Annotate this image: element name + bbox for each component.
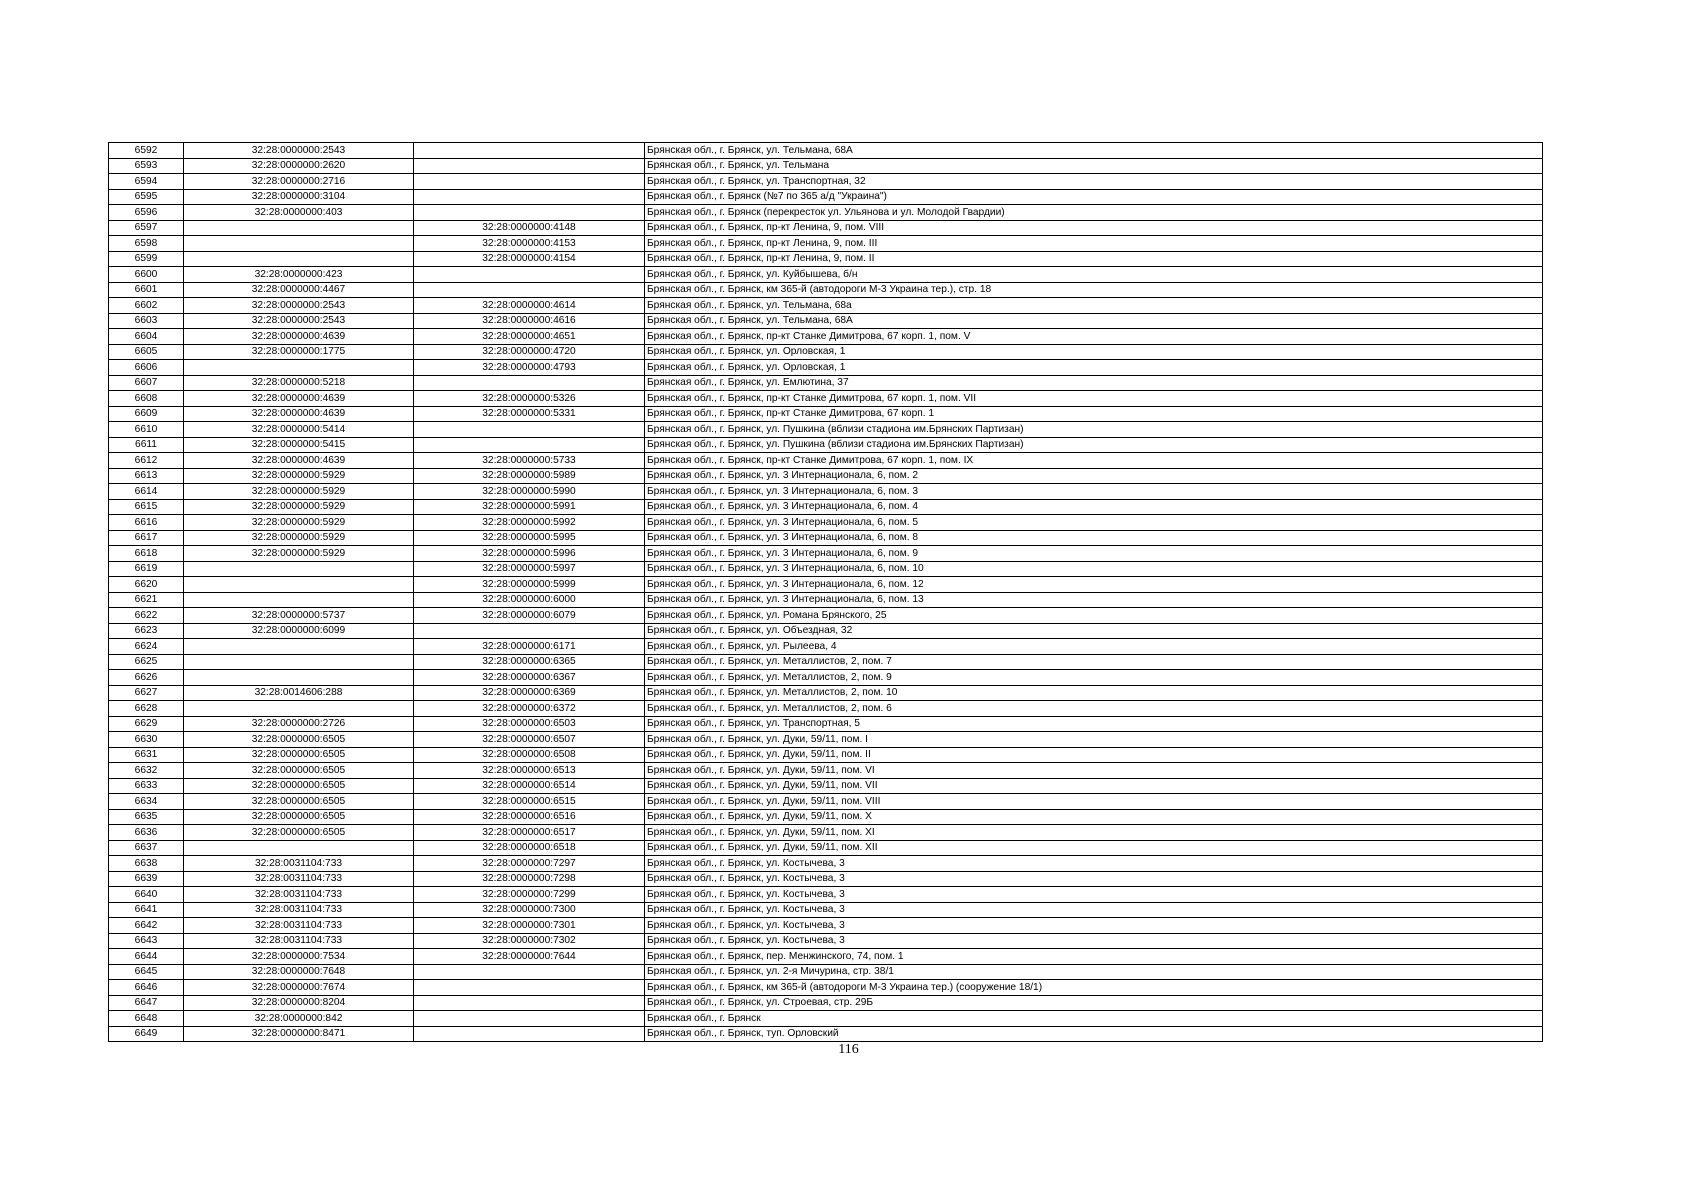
address-cell: Брянская обл., г. Брянск, пр-кт Станке Димитрова, 67 корп. 1: [645, 406, 1543, 422]
address-cell: Брянская обл., г. Брянск, ул. Костычева, 3: [645, 871, 1543, 887]
table-row: [109, 174, 1543, 190]
cadastral-number-cell: 32:28:0031104:733: [184, 856, 414, 872]
address-cell: Брянская обл., г. Брянск, пр-кт Станке Димитрова, 67 корп. 1, пом. V: [645, 329, 1543, 345]
table-row: [109, 205, 1543, 221]
registry-table-body: [109, 143, 1543, 1042]
premises-cadastral-number-cell: [414, 375, 645, 391]
table-row: [109, 577, 1543, 593]
row-number-cell: 6611: [109, 437, 184, 453]
address-cell: Брянская обл., г. Брянск, ул. 3 Интернационала, 6, пом. 12: [645, 577, 1543, 593]
row-number-cell: 6599: [109, 251, 184, 267]
address-cell: Брянская обл., г. Брянск (перекресток ул. Ульянова и ул. Молодой Гвардии): [645, 205, 1543, 221]
table-row: [109, 654, 1543, 670]
row-number-cell: 6630: [109, 732, 184, 748]
table-row: [109, 623, 1543, 639]
table-row: [109, 732, 1543, 748]
cadastral-number-cell: 32:28:0000000:8204: [184, 995, 414, 1011]
premises-cadastral-number-cell: 32:28:0000000:5992: [414, 515, 645, 531]
row-number-cell: 6595: [109, 189, 184, 205]
premises-cadastral-number-cell: [414, 437, 645, 453]
address-cell: Брянская обл., г. Брянск, ул. Дуки, 59/11, пом. XI: [645, 825, 1543, 841]
address-cell: Брянская обл., г. Брянск, ул. Металлистов, 2, пом. 9: [645, 670, 1543, 686]
table-row: [109, 313, 1543, 329]
table-row: [109, 515, 1543, 531]
table-row: [109, 453, 1543, 469]
address-cell: Брянская обл., г. Брянск, ул. Дуки, 59/11, пом. VIII: [645, 794, 1543, 810]
address-cell: Брянская обл., г. Брянск, ул. Костычева, 3: [645, 856, 1543, 872]
address-cell: Брянская обл., г. Брянск, ул. Дуки, 59/11, пом. VI: [645, 763, 1543, 779]
cadastral-number-cell: 32:28:0000000:2726: [184, 716, 414, 732]
cadastral-number-cell: 32:28:0000000:6099: [184, 623, 414, 639]
address-cell: Брянская обл., г. Брянск, ул. Металлистов, 2, пом. 6: [645, 701, 1543, 717]
cadastral-number-cell: 32:28:0000000:6505: [184, 747, 414, 763]
table-row: [109, 267, 1543, 283]
address-cell: Брянская обл., г. Брянск, ул. 2-я Мичурина, стр. 38/1: [645, 964, 1543, 980]
address-cell: Брянская обл., г. Брянск, ул. 3 Интернационала, 6, пом. 13: [645, 592, 1543, 608]
cadastral-number-cell: 32:28:0000000:2620: [184, 158, 414, 174]
premises-cadastral-number-cell: [414, 158, 645, 174]
table-row: [109, 437, 1543, 453]
row-number-cell: 6607: [109, 375, 184, 391]
row-number-cell: 6601: [109, 282, 184, 298]
premises-cadastral-number-cell: [414, 1026, 645, 1042]
cadastral-number-cell: 32:28:0000000:5929: [184, 484, 414, 500]
row-number-cell: 6644: [109, 949, 184, 965]
premises-cadastral-number-cell: 32:28:0000000:6517: [414, 825, 645, 841]
row-number-cell: 6640: [109, 887, 184, 903]
cadastral-number-cell: [184, 592, 414, 608]
premises-cadastral-number-cell: 32:28:0000000:7300: [414, 902, 645, 918]
address-cell: Брянская обл., г. Брянск, пр-кт Ленина, 9, пом. VIII: [645, 220, 1543, 236]
row-number-cell: 6625: [109, 654, 184, 670]
row-number-cell: 6608: [109, 391, 184, 407]
row-number-cell: 6648: [109, 1011, 184, 1027]
row-number-cell: 6594: [109, 174, 184, 190]
cadastral-number-cell: 32:28:0000000:2543: [184, 143, 414, 159]
cadastral-number-cell: 32:28:0000000:423: [184, 267, 414, 283]
table-row: [109, 592, 1543, 608]
table-row: [109, 980, 1543, 996]
table-row: [109, 158, 1543, 174]
row-number-cell: 6620: [109, 577, 184, 593]
table-row: [109, 375, 1543, 391]
table-row: [109, 220, 1543, 236]
table-row: [109, 825, 1543, 841]
premises-cadastral-number-cell: [414, 143, 645, 159]
cadastral-number-cell: 32:28:0000000:4467: [184, 282, 414, 298]
table-row: [109, 949, 1543, 965]
row-number-cell: 6605: [109, 344, 184, 360]
address-cell: Брянская обл., г. Брянск, ул. Тельмана: [645, 158, 1543, 174]
row-number-cell: 6633: [109, 778, 184, 794]
table-row: [109, 809, 1543, 825]
premises-cadastral-number-cell: 32:28:0000000:7297: [414, 856, 645, 872]
table-row: [109, 344, 1543, 360]
row-number-cell: 6624: [109, 639, 184, 655]
row-number-cell: 6600: [109, 267, 184, 283]
row-number-cell: 6649: [109, 1026, 184, 1042]
premises-cadastral-number-cell: 32:28:0000000:6518: [414, 840, 645, 856]
row-number-cell: 6604: [109, 329, 184, 345]
address-cell: Брянская обл., г. Брянск, ул. Дуки, 59/11, пом. X: [645, 809, 1543, 825]
premises-cadastral-number-cell: 32:28:0000000:6508: [414, 747, 645, 763]
address-cell: Брянская обл., г. Брянск, туп. Орловский: [645, 1026, 1543, 1042]
cadastral-number-cell: 32:28:0000000:5929: [184, 515, 414, 531]
premises-cadastral-number-cell: [414, 980, 645, 996]
cadastral-number-cell: 32:28:0000000:1775: [184, 344, 414, 360]
address-cell: Брянская обл., г. Брянск, пр-кт Станке Димитрова, 67 корп. 1, пом. VII: [645, 391, 1543, 407]
address-cell: Брянская обл., г. Брянск, ул. 3 Интернационала, 6, пом. 4: [645, 499, 1543, 515]
premises-cadastral-number-cell: 32:28:0000000:5995: [414, 530, 645, 546]
table-row: [109, 670, 1543, 686]
table-row: [109, 639, 1543, 655]
premises-cadastral-number-cell: 32:28:0000000:5331: [414, 406, 645, 422]
premises-cadastral-number-cell: 32:28:0000000:6516: [414, 809, 645, 825]
address-cell: Брянская обл., г. Брянск, ул. Романа Брянского, 25: [645, 608, 1543, 624]
row-number-cell: 6638: [109, 856, 184, 872]
row-number-cell: 6610: [109, 422, 184, 438]
row-number-cell: 6636: [109, 825, 184, 841]
row-number-cell: 6643: [109, 933, 184, 949]
cadastral-number-cell: 32:28:0000000:5415: [184, 437, 414, 453]
address-cell: Брянская обл., г. Брянск, пр-кт Ленина, 9, пом. III: [645, 236, 1543, 252]
table-row: [109, 701, 1543, 717]
row-number-cell: 6592: [109, 143, 184, 159]
premises-cadastral-number-cell: 32:28:0000000:6503: [414, 716, 645, 732]
premises-cadastral-number-cell: 32:28:0000000:6369: [414, 685, 645, 701]
cadastral-number-cell: 32:28:0000000:7674: [184, 980, 414, 996]
table-row: [109, 856, 1543, 872]
row-number-cell: 6641: [109, 902, 184, 918]
table-row: [109, 251, 1543, 267]
premises-cadastral-number-cell: 32:28:0000000:6365: [414, 654, 645, 670]
address-cell: Брянская обл., г. Брянск, ул. 3 Интернационала, 6, пом. 9: [645, 546, 1543, 562]
table-row: [109, 964, 1543, 980]
premises-cadastral-number-cell: 32:28:0000000:6513: [414, 763, 645, 779]
table-row: [109, 794, 1543, 810]
row-number-cell: 6617: [109, 530, 184, 546]
address-cell: Брянская обл., г. Брянск, ул. Куйбышева, б/н: [645, 267, 1543, 283]
premises-cadastral-number-cell: 32:28:0000000:4720: [414, 344, 645, 360]
address-cell: Брянская обл., г. Брянск, ул. Пушкина (вблизи стадиона им.Брянских Партизан): [645, 437, 1543, 453]
cadastral-number-cell: 32:28:0000000:2716: [184, 174, 414, 190]
address-cell: Брянская обл., г. Брянск, ул. Транспортная, 32: [645, 174, 1543, 190]
row-number-cell: 6621: [109, 592, 184, 608]
table-row: [109, 236, 1543, 252]
premises-cadastral-number-cell: 32:28:0000000:6000: [414, 592, 645, 608]
address-cell: Брянская обл., г. Брянск, ул. Дуки, 59/11, пом. XII: [645, 840, 1543, 856]
address-cell: Брянская обл., г. Брянск, ул. Тельмана, 68А: [645, 143, 1543, 159]
address-cell: Брянская обл., г. Брянск, ул. Костычева, 3: [645, 902, 1543, 918]
row-number-cell: 6615: [109, 499, 184, 515]
table-row: [109, 189, 1543, 205]
address-cell: Брянская обл., г. Брянск, ул. Костычева, 3: [645, 918, 1543, 934]
premises-cadastral-number-cell: [414, 1011, 645, 1027]
cadastral-number-cell: 32:28:0000000:5218: [184, 375, 414, 391]
premises-cadastral-number-cell: 32:28:0000000:5733: [414, 453, 645, 469]
premises-cadastral-number-cell: 32:28:0000000:4651: [414, 329, 645, 345]
cadastral-number-cell: 32:28:0000000:4639: [184, 406, 414, 422]
row-number-cell: 6637: [109, 840, 184, 856]
row-number-cell: 6618: [109, 546, 184, 562]
cadastral-number-cell: 32:28:0000000:8471: [184, 1026, 414, 1042]
cadastral-number-cell: 32:28:0000000:3104: [184, 189, 414, 205]
cadastral-number-cell: 32:28:0000000:5929: [184, 499, 414, 515]
row-number-cell: 6593: [109, 158, 184, 174]
cadastral-number-cell: 32:28:0031104:733: [184, 918, 414, 934]
cadastral-number-cell: 32:28:0000000:6505: [184, 763, 414, 779]
cadastral-number-cell: 32:28:0000000:4639: [184, 391, 414, 407]
table-row: [109, 918, 1543, 934]
address-cell: Брянская обл., г. Брянск, ул. Строевая, стр. 29Б: [645, 995, 1543, 1011]
cadastral-number-cell: 32:28:0000000:2543: [184, 298, 414, 314]
table-row: [109, 747, 1543, 763]
cadastral-number-cell: [184, 220, 414, 236]
table-row: [109, 298, 1543, 314]
premises-cadastral-number-cell: [414, 174, 645, 190]
cadastral-number-cell: 32:28:0000000:2543: [184, 313, 414, 329]
row-number-cell: 6598: [109, 236, 184, 252]
cadastral-number-cell: 32:28:0000000:403: [184, 205, 414, 221]
address-cell: Брянская обл., г. Брянск, ул. 3 Интернационала, 6, пом. 10: [645, 561, 1543, 577]
address-cell: Брянская обл., г. Брянск, ул. Костычева, 3: [645, 933, 1543, 949]
page-number: 116: [838, 1042, 859, 1057]
cadastral-number-cell: 32:28:0000000:6505: [184, 732, 414, 748]
premises-cadastral-number-cell: [414, 205, 645, 221]
table-row: [109, 871, 1543, 887]
row-number-cell: 6596: [109, 205, 184, 221]
address-cell: Брянская обл., г. Брянск, пер. Менжинского, 74, пом. 1: [645, 949, 1543, 965]
row-number-cell: 6627: [109, 685, 184, 701]
premises-cadastral-number-cell: 32:28:0000000:5990: [414, 484, 645, 500]
address-cell: Брянская обл., г. Брянск, ул. 3 Интернационала, 6, пом. 8: [645, 530, 1543, 546]
premises-cadastral-number-cell: 32:28:0000000:5326: [414, 391, 645, 407]
table-row: [109, 763, 1543, 779]
table-row: [109, 360, 1543, 376]
premises-cadastral-number-cell: 32:28:0000000:4614: [414, 298, 645, 314]
registry-table: [108, 142, 1543, 1042]
table-row: [109, 391, 1543, 407]
table-row: [109, 995, 1543, 1011]
address-cell: Брянская обл., г. Брянск, пр-кт Станке Димитрова, 67 корп. 1, пом. IX: [645, 453, 1543, 469]
row-number-cell: 6602: [109, 298, 184, 314]
address-cell: Брянская обл., г. Брянск, ул. Металлистов, 2, пом. 7: [645, 654, 1543, 670]
table-row: [109, 499, 1543, 515]
cadastral-number-cell: 32:28:0000000:6505: [184, 794, 414, 810]
premises-cadastral-number-cell: 32:28:0000000:7298: [414, 871, 645, 887]
table-row: [109, 143, 1543, 159]
row-number-cell: 6645: [109, 964, 184, 980]
row-number-cell: 6616: [109, 515, 184, 531]
table-row: [109, 887, 1543, 903]
premises-cadastral-number-cell: 32:28:0000000:5989: [414, 468, 645, 484]
cadastral-number-cell: 32:28:0000000:4639: [184, 453, 414, 469]
table-row: [109, 546, 1543, 562]
premises-cadastral-number-cell: 32:28:0000000:7299: [414, 887, 645, 903]
row-number-cell: 6613: [109, 468, 184, 484]
cadastral-number-cell: 32:28:0000000:6505: [184, 809, 414, 825]
cadastral-number-cell: 32:28:0000000:5929: [184, 468, 414, 484]
table-row: [109, 422, 1543, 438]
premises-cadastral-number-cell: 32:28:0000000:6171: [414, 639, 645, 655]
table-row: [109, 608, 1543, 624]
table-row: [109, 329, 1543, 345]
cadastral-number-cell: 32:28:0000000:6505: [184, 778, 414, 794]
address-cell: Брянская обл., г. Брянск, ул. Костычева, 3: [645, 887, 1543, 903]
address-cell: Брянская обл., г. Брянск, ул. Дуки, 59/11, пом. II: [645, 747, 1543, 763]
table-row: [109, 840, 1543, 856]
address-cell: Брянская обл., г. Брянск, ул. Дуки, 59/11, пом. I: [645, 732, 1543, 748]
row-number-cell: 6634: [109, 794, 184, 810]
premises-cadastral-number-cell: [414, 995, 645, 1011]
row-number-cell: 6635: [109, 809, 184, 825]
cadastral-number-cell: 32:28:0000000:5414: [184, 422, 414, 438]
address-cell: Брянская обл., г. Брянск, ул. Орловская, 1: [645, 360, 1543, 376]
premises-cadastral-number-cell: 32:28:0000000:6507: [414, 732, 645, 748]
cadastral-number-cell: [184, 639, 414, 655]
premises-cadastral-number-cell: 32:28:0000000:5996: [414, 546, 645, 562]
cadastral-number-cell: [184, 840, 414, 856]
table-row: [109, 902, 1543, 918]
row-number-cell: 6609: [109, 406, 184, 422]
cadastral-number-cell: 32:28:0000000:6505: [184, 825, 414, 841]
table-row: [109, 468, 1543, 484]
table-row: [109, 282, 1543, 298]
premises-cadastral-number-cell: 32:28:0000000:6079: [414, 608, 645, 624]
address-cell: Брянская обл., г. Брянск, ул. 3 Интернационала, 6, пом. 3: [645, 484, 1543, 500]
premises-cadastral-number-cell: 32:28:0000000:4153: [414, 236, 645, 252]
cadastral-number-cell: [184, 577, 414, 593]
row-number-cell: 6597: [109, 220, 184, 236]
premises-cadastral-number-cell: 32:28:0000000:7644: [414, 949, 645, 965]
table-row: [109, 1011, 1543, 1027]
address-cell: Брянская обл., г. Брянск, км 365-й (автодороги М-3 Украина тер.) (сооружение 18/1): [645, 980, 1543, 996]
cadastral-number-cell: 32:28:0000000:5737: [184, 608, 414, 624]
row-number-cell: 6603: [109, 313, 184, 329]
row-number-cell: 6606: [109, 360, 184, 376]
row-number-cell: 6623: [109, 623, 184, 639]
cadastral-number-cell: [184, 236, 414, 252]
premises-cadastral-number-cell: 32:28:0000000:6372: [414, 701, 645, 717]
premises-cadastral-number-cell: [414, 422, 645, 438]
row-number-cell: 6622: [109, 608, 184, 624]
address-cell: Брянская обл., г. Брянск: [645, 1011, 1543, 1027]
row-number-cell: 6626: [109, 670, 184, 686]
cadastral-number-cell: [184, 360, 414, 376]
row-number-cell: 6632: [109, 763, 184, 779]
premises-cadastral-number-cell: 32:28:0000000:6515: [414, 794, 645, 810]
address-cell: Брянская обл., г. Брянск, ул. Тельмана, 68а: [645, 298, 1543, 314]
premises-cadastral-number-cell: [414, 623, 645, 639]
address-cell: Брянская обл., г. Брянск, ул. Рылеева, 4: [645, 639, 1543, 655]
premises-cadastral-number-cell: 32:28:0000000:4154: [414, 251, 645, 267]
address-cell: Брянская обл., г. Брянск, ул. 3 Интернационала, 6, пом. 2: [645, 468, 1543, 484]
row-number-cell: 6619: [109, 561, 184, 577]
address-cell: Брянская обл., г. Брянск, ул. Тельмана, 68А: [645, 313, 1543, 329]
address-cell: Брянская обл., г. Брянск, ул. Дуки, 59/11, пом. VII: [645, 778, 1543, 794]
cadastral-number-cell: [184, 251, 414, 267]
cadastral-number-cell: 32:28:0031104:733: [184, 871, 414, 887]
row-number-cell: 6612: [109, 453, 184, 469]
premises-cadastral-number-cell: 32:28:0000000:4616: [414, 313, 645, 329]
table-row: [109, 406, 1543, 422]
premises-cadastral-number-cell: 32:28:0000000:5997: [414, 561, 645, 577]
row-number-cell: 6631: [109, 747, 184, 763]
table-row: [109, 530, 1543, 546]
address-cell: Брянская обл., г. Брянск, ул. Емлютина, 37: [645, 375, 1543, 391]
cadastral-number-cell: 32:28:0000000:4639: [184, 329, 414, 345]
cadastral-number-cell: [184, 561, 414, 577]
table-row: [109, 716, 1543, 732]
table-row: [109, 685, 1543, 701]
cadastral-number-cell: 32:28:0000000:842: [184, 1011, 414, 1027]
address-cell: Брянская обл., г. Брянск, пр-кт Ленина, 9, пом. II: [645, 251, 1543, 267]
cadastral-number-cell: 32:28:0014606:288: [184, 685, 414, 701]
address-cell: Брянская обл., г. Брянск (№7 по 365 а/д "Украина"): [645, 189, 1543, 205]
cadastral-number-cell: 32:28:0000000:7534: [184, 949, 414, 965]
premises-cadastral-number-cell: 32:28:0000000:6514: [414, 778, 645, 794]
premises-cadastral-number-cell: [414, 189, 645, 205]
cadastral-number-cell: 32:28:0000000:7648: [184, 964, 414, 980]
cadastral-number-cell: 32:28:0031104:733: [184, 902, 414, 918]
table-row: [109, 1026, 1543, 1042]
cadastral-number-cell: [184, 654, 414, 670]
premises-cadastral-number-cell: 32:28:0000000:6367: [414, 670, 645, 686]
address-cell: Брянская обл., г. Брянск, ул. Орловская, 1: [645, 344, 1543, 360]
row-number-cell: 6646: [109, 980, 184, 996]
table-row: [109, 561, 1543, 577]
premises-cadastral-number-cell: 32:28:0000000:4148: [414, 220, 645, 236]
row-number-cell: 6628: [109, 701, 184, 717]
table-row: [109, 933, 1543, 949]
premises-cadastral-number-cell: [414, 282, 645, 298]
premises-cadastral-number-cell: 32:28:0000000:5991: [414, 499, 645, 515]
premises-cadastral-number-cell: [414, 964, 645, 980]
row-number-cell: 6639: [109, 871, 184, 887]
address-cell: Брянская обл., г. Брянск, ул. Объездная, 32: [645, 623, 1543, 639]
address-cell: Брянская обл., г. Брянск, км 365-й (автодороги М-3 Украина тер.), стр. 18: [645, 282, 1543, 298]
table-row: [109, 778, 1543, 794]
cadastral-number-cell: 32:28:0031104:733: [184, 933, 414, 949]
address-cell: Брянская обл., г. Брянск, ул. 3 Интернационала, 6, пом. 5: [645, 515, 1543, 531]
premises-cadastral-number-cell: [414, 267, 645, 283]
address-cell: Брянская обл., г. Брянск, ул. Металлистов, 2, пом. 10: [645, 685, 1543, 701]
cadastral-number-cell: [184, 701, 414, 717]
cadastral-number-cell: 32:28:0000000:5929: [184, 546, 414, 562]
row-number-cell: 6647: [109, 995, 184, 1011]
row-number-cell: 6642: [109, 918, 184, 934]
premises-cadastral-number-cell: 32:28:0000000:4793: [414, 360, 645, 376]
table-row: [109, 484, 1543, 500]
cadastral-number-cell: 32:28:0000000:5929: [184, 530, 414, 546]
premises-cadastral-number-cell: 32:28:0000000:7301: [414, 918, 645, 934]
address-cell: Брянская обл., г. Брянск, ул. Транспортная, 5: [645, 716, 1543, 732]
premises-cadastral-number-cell: 32:28:0000000:7302: [414, 933, 645, 949]
cadastral-number-cell: [184, 670, 414, 686]
address-cell: Брянская обл., г. Брянск, ул. Пушкина (вблизи стадиона им.Брянских Партизан): [645, 422, 1543, 438]
premises-cadastral-number-cell: 32:28:0000000:5999: [414, 577, 645, 593]
row-number-cell: 6614: [109, 484, 184, 500]
cadastral-number-cell: 32:28:0031104:733: [184, 887, 414, 903]
row-number-cell: 6629: [109, 716, 184, 732]
